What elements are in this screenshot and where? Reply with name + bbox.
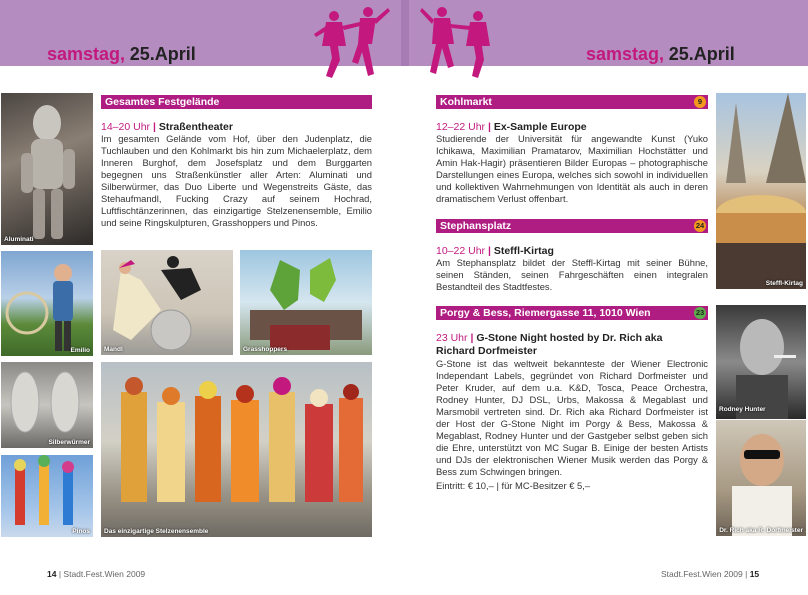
section-bar-festgelaende <box>101 95 372 109</box>
photo-caption: Das einzigartige Stelzenensemble <box>104 528 209 535</box>
photo-dr-rich <box>716 420 806 536</box>
page-number: 14 <box>47 569 57 579</box>
photo-caption: Emilio <box>70 347 90 354</box>
photo-caption: Pinos <box>72 528 90 535</box>
location-number-badge: 9 <box>694 96 706 108</box>
left-page-header <box>47 44 196 65</box>
cathedral-fair-icon <box>716 93 806 289</box>
event-description-ex-sample: Studierende der Universität für angewandte Kunst (Yuko Ichikawa, Maximilian Pramatarov, Maximilian Hochstätter und Amin Hak-Hagir) präsentieren Bilder Europas – photographische Darstellungen eines Europa, welches sich sowohl in individuellen und kollektiven Wahrnehmungen von Identität als auch in deren dramatischem Verlust offenbart. <box>436 133 708 205</box>
event-time: 23 Uhr <box>436 332 468 344</box>
photo-caption: Steffl-Kirtag <box>765 280 803 287</box>
right-page-header <box>586 44 735 65</box>
silberwuermer-figure-icon <box>1 362 93 448</box>
pinos-figure-icon <box>1 455 93 537</box>
photo-grasshoppers <box>240 250 372 355</box>
portrait-icon <box>716 305 806 419</box>
header-day: samstag, <box>47 44 126 64</box>
event-title-g-stone-night <box>436 332 662 344</box>
photo-pinos <box>1 455 93 537</box>
event-title-ex-sample <box>436 121 587 133</box>
section-title: Gesamtes Festgelände <box>105 96 220 108</box>
header-day: samstag, <box>586 44 665 64</box>
event-description-strassentheater: Im gesamten Gelände vom Hof, über den Judenplatz, die Tuchlauben und den Kohlmarkt bis hin zum Michaelerplatz, dem Inneren Burghof, dem Josefsplatz und dem Burggarten begegnen uns Straßenkünstler aller Arten: Aluminati und Silberwürmer, das Duo Liberte und Wegenstreits Gäste, das Stehaufmandl, Fucking Crazy auf seinem Hochrad, Luftfischtänzerinnen, das einzigartige Stelzenensemble, Emilio und seine Ringskulpturen, Grasshoppers und Pinos. <box>101 133 372 229</box>
footer-publication: Stadt.Fest.Wien 2009 | <box>661 569 748 579</box>
photo-caption: Grasshoppers <box>243 346 288 353</box>
photo-caption: Aluminati <box>4 236 34 243</box>
location-number-badge: 23 <box>695 308 705 317</box>
photo-caption: Dr. Rich aka R. Dorfmeister <box>719 527 803 534</box>
section-title: Porgy & Bess, Riemergasse 11, 1010 Wien <box>440 307 651 319</box>
photo-caption: Silberwürmer <box>48 439 90 446</box>
aluminati-figure-icon <box>1 93 93 245</box>
event-time: 14–20 Uhr <box>101 121 151 133</box>
photo-mandl <box>101 250 233 355</box>
event-time: 10–22 Uhr <box>436 245 486 257</box>
event-time: 12–22 Uhr <box>436 121 486 133</box>
header-date: 25.April <box>668 44 735 64</box>
location-number-badge: 24 <box>695 221 705 230</box>
photo-emilio <box>1 251 93 356</box>
footer-left <box>47 569 145 579</box>
photo-aluminati <box>1 93 93 245</box>
photo-stelzenensemble <box>101 362 372 537</box>
grasshoppers-figure-icon <box>240 250 372 355</box>
photo-rodney-hunter <box>716 305 806 419</box>
admission-info: Eintritt: € 10,– | für MC-Besitzer € 5,– <box>436 480 591 491</box>
event-description-g-stone-night: G-Stone ist das weltweit bekannteste der Wiener Electronic Independant Labels, gegründet von Richard Dorfmeister und Peter Kruder, auf dem u.a. K&D, Tosca, Peace Orchestra, Rodney Hunter, DJ DSL, Urbs, Makossa & Megablast und Marsmobil vertreten sind. Dr. Rich aka Richard Dorfmeister ist der Host der G-Stone Night im Porgy & Bess, Makossa & Megablast, Rodney Hunter und der Gastgeber selbst geben sich die Ehre, unterstützt von MC Sugar B. Einige der besten Artists und DJs der elektronischen Wiener Musik werden das Porgy & Bess zum Schwingen bringen. <box>436 358 708 478</box>
header-date: 25.April <box>129 44 196 64</box>
event-title-steffl-kirtag <box>436 245 554 257</box>
photo-steffl-kirtag <box>716 93 806 289</box>
section-bar-porgy-bess <box>436 306 708 320</box>
photo-silberwuermer <box>1 362 93 448</box>
footer-publication: | Stadt.Fest.Wien 2009 <box>58 569 146 579</box>
event-name: G-Stone Night hosted by Dr. Rich aka <box>476 332 663 344</box>
stelzenensemble-figure-icon <box>101 362 372 537</box>
dancing-couple-logo-left <box>312 4 392 84</box>
section-title: Stephansplatz <box>440 220 512 232</box>
event-name: Straßentheater <box>158 121 233 133</box>
event-title-g-stone-night-line2: Richard Dorfmeister <box>436 345 537 357</box>
event-separator: | <box>152 121 156 133</box>
event-title-strassentheater <box>101 121 233 133</box>
page-number: 15 <box>749 569 760 579</box>
photo-caption: Mandl <box>104 346 123 353</box>
event-separator: | <box>487 121 491 133</box>
photo-caption: Rodney Hunter <box>719 406 766 413</box>
section-bar-stephansplatz <box>436 219 708 233</box>
page-gutter <box>401 0 409 66</box>
event-description-steffl-kirtag: Am Stephansplatz bildet der Steffl-Kirtag mit seiner Bühne, seinen Ständen, seinen Fahrgeschäften einen integralen Bestandteil des Stadtfestes. <box>436 257 708 293</box>
dancing-couple-logo-right <box>420 4 500 84</box>
portrait-icon <box>716 420 806 536</box>
footer-right <box>661 569 759 579</box>
section-title: Kohlmarkt <box>440 96 492 108</box>
event-separator: | <box>470 332 474 344</box>
section-bar-kohlmarkt <box>436 95 708 109</box>
event-name: Ex-Sample Europe <box>493 121 587 133</box>
event-separator: | <box>487 245 491 257</box>
mandl-figure-icon <box>101 250 233 355</box>
emilio-figure-icon <box>1 251 93 356</box>
event-name: Steffl-Kirtag <box>493 245 554 257</box>
